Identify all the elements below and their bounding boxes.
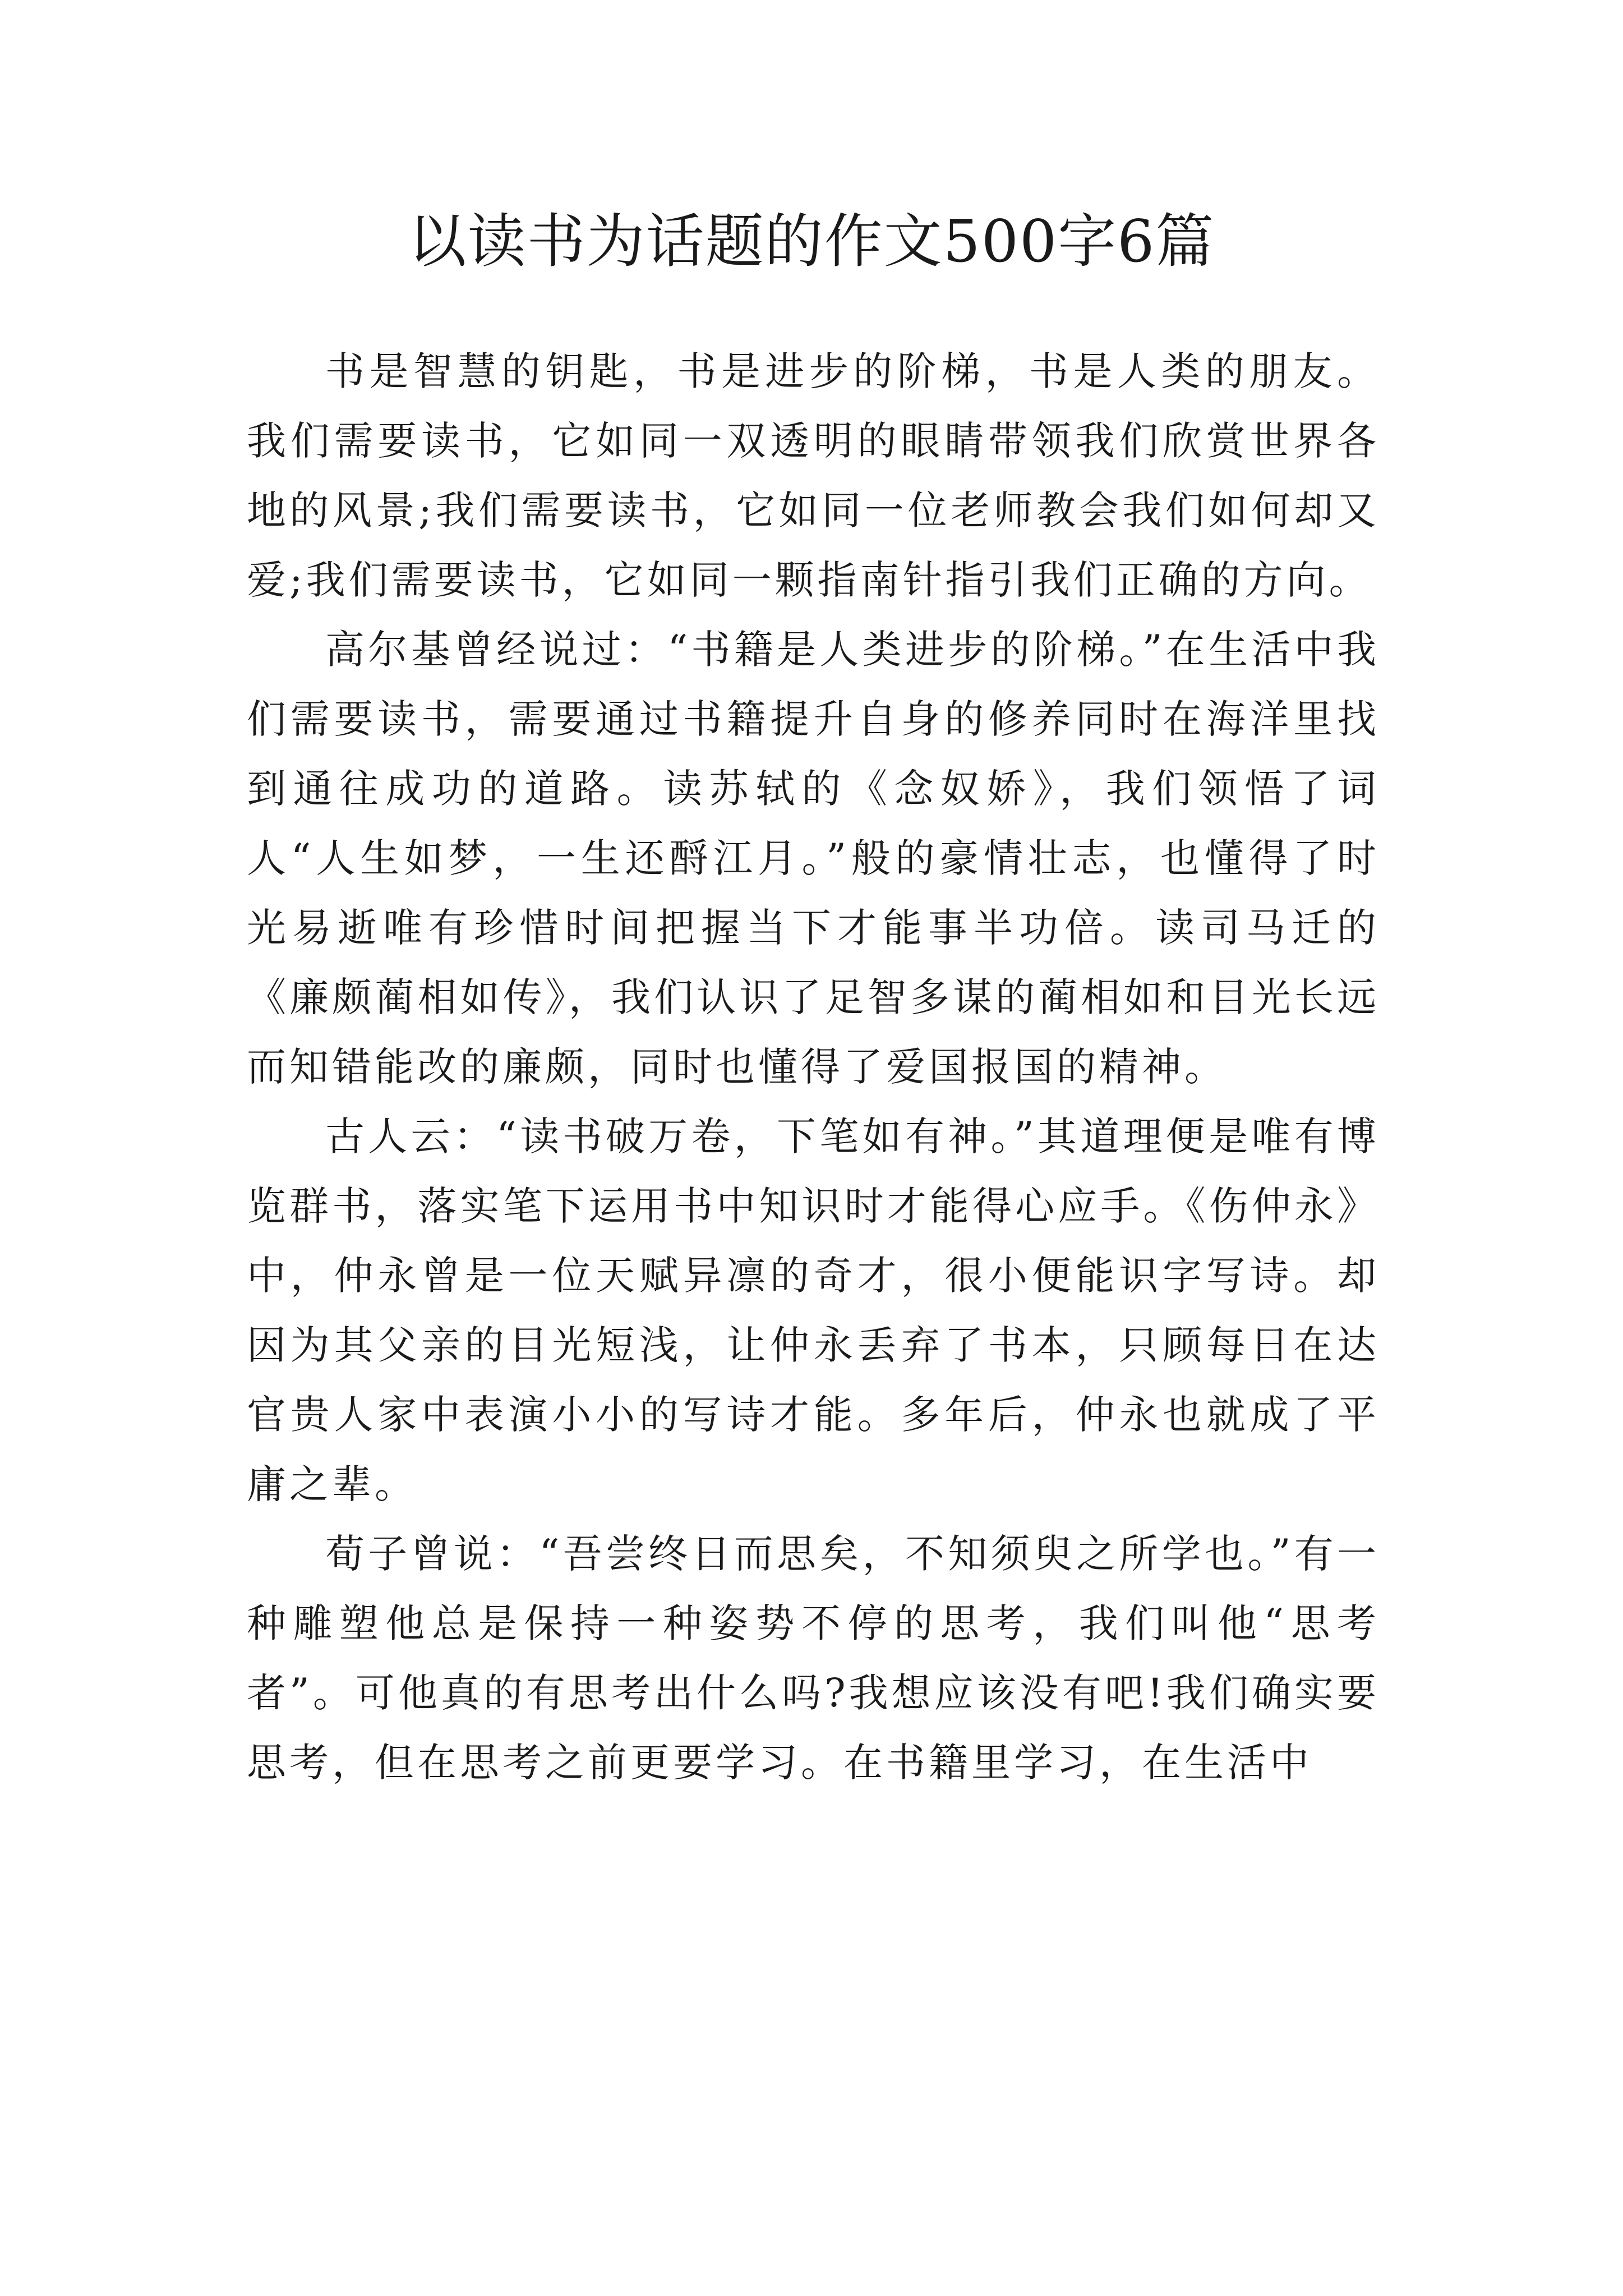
paragraph: 古人云：“读书破万卷，下笔如有神。”其道理便是唯有博览群书，落实笔下运用书中知识时才能得心应手。《伤仲永》中，仲永曾是一位天赋异凛的奇才，很小便能识字写诗。却因为其父亲的目光短浅，让仲永丢弃了书本，只顾每日在达官贵人家中表演小小的写诗才能。多年后，仲永也就成了平庸之辈。 [247,1114,1380,1507]
paragraph: 高尔基曾经说过：“书籍是人类进步的阶梯。”在生活中我们需要读书，需要通过书籍提升自身的修养同时在海洋里找到通往成功的道路。读苏轼的《念奴娇》，我们领悟了词人“人生如梦，一生还酹江月。”般的豪情壮志，也懂得了时光易逝唯有珍惜时间把握当下才能事半功倍。读司马迁的《廉颇蔺相如传》，我们认识了足智多谋的蔺相如和目光长远而知错能改的廉颇，同时也懂得了爱国报国的精神。 [247,627,1380,1090]
paragraph: 书是智慧的钥匙，书是进步的阶梯，书是人类的朋友。我们需要读书，它如同一双透明的眼睛带领我们欣赏世界各地的风景;我们需要读书，它如同一位老师教会我们如何却又爱;我们需要读书，它如同一颗指南针指引我们正确的方向。 [247,348,1380,603]
paragraph: 荀子曾说：“吾尝终日而思矣，不知须臾之所学也。”有一种雕塑他总是保持一种姿势不停的思考，我们叫他“思考者”。可他真的有思考出什么吗?我想应该没有吧!我们确实要思考，但在思考之前更要学习。在书籍里学习，在生活中 [247,1531,1380,1786]
document-body [247,337,1380,1797]
document-title: 以读书为话题的作文500字6篇 [408,207,1215,275]
